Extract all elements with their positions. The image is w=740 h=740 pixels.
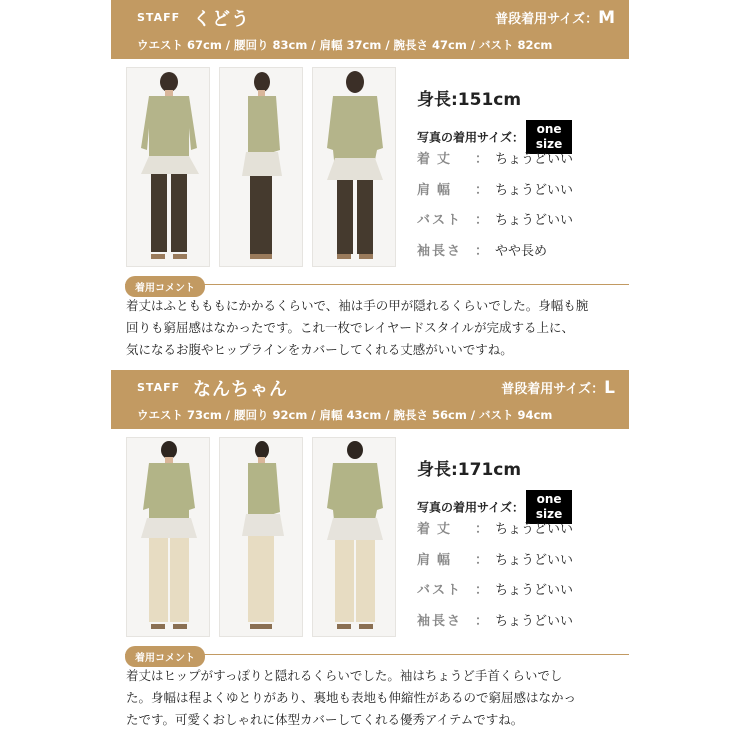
staff-name: くどう (193, 9, 250, 30)
fit-colon: ： (475, 244, 489, 259)
fit-row-sleeve (417, 610, 573, 629)
staff-section-2 (111, 370, 629, 740)
comment-tag: 着用コメント (125, 646, 205, 667)
badge-line-2: size (535, 137, 563, 151)
staff-label: STAFF (137, 11, 181, 24)
staff-height: 身長:151cm (417, 90, 522, 110)
comment-text (126, 295, 626, 361)
comment-line: 回りも窮屈感はなかったです。これ一枚でレイヤードスタイルが完成する上に、 (126, 320, 575, 335)
badge-line-2: size (535, 507, 563, 521)
comment-line: た。身幅は程よくゆとりがあり、裏地も表地も伸縮性があるので窮屈感はなかっ (126, 690, 577, 705)
staff-measurements: ウエスト 73cm / 腰回り 92cm / 肩幅 43cm / 腕長さ 56cm / バスト 94cm (137, 408, 553, 422)
staff-height: 身長:171cm (417, 460, 522, 480)
fit-value: ちょうどいい (495, 522, 574, 537)
comment-line: 着丈はふともももにかかるくらいで、袖は手の甲が隠れるくらいでした。身幅も腕 (126, 298, 589, 313)
staff-name: なんちゃん (193, 379, 288, 400)
fit-row-shoulder (417, 179, 573, 198)
model-figure-back (313, 68, 396, 267)
fit-value: ちょうどいい (495, 553, 574, 568)
comment-text (126, 665, 626, 731)
fit-key: 肩幅 (417, 183, 458, 198)
fit-key: バスト (417, 213, 463, 228)
fit-value: ちょうどいい (495, 614, 574, 629)
usual-size-value: L (604, 378, 615, 398)
fit-row-length (417, 148, 573, 167)
fit-row-length (417, 518, 573, 537)
fit-row-sleeve (417, 240, 547, 259)
model-figure-back (313, 438, 396, 637)
badge-line-1: one (536, 492, 562, 506)
model-figure-front (127, 438, 210, 637)
model-figure-side (220, 68, 303, 267)
model-photo-back (312, 67, 396, 267)
comment-line: 着丈はヒップがすっぽりと隠れるくらいでした。袖はちょうど手首くらいでし (126, 668, 563, 683)
fit-key: 袖長さ (417, 614, 463, 629)
worn-size-label: 写真の着用サイズ： (417, 500, 525, 515)
fit-value: ちょうどいい (495, 583, 574, 598)
model-figure-side (220, 438, 303, 637)
fit-key: バスト (417, 583, 463, 598)
fit-value: ちょうどいい (495, 213, 574, 228)
staff-measurements: ウエスト 67cm / 腰回り 83cm / 肩幅 37cm / 腕長さ 47cm / バスト 82cm (137, 38, 553, 52)
usual-size (501, 378, 615, 398)
fit-colon: ： (475, 213, 489, 228)
fit-colon: ： (475, 152, 489, 167)
fit-key: 袖長さ (417, 244, 463, 259)
model-photo-side (219, 437, 303, 637)
fit-key: 着丈 (417, 152, 458, 167)
fit-key: 肩幅 (417, 553, 458, 568)
staff-header (111, 370, 629, 429)
model-photo-back (312, 437, 396, 637)
fit-colon: ： (475, 583, 489, 598)
fit-colon: ： (475, 522, 489, 537)
fit-colon: ： (475, 614, 489, 629)
comment-tag: 着用コメント (125, 276, 205, 297)
fit-colon: ： (475, 183, 489, 198)
badge-line-1: one (536, 122, 562, 136)
fit-colon: ： (475, 553, 489, 568)
fit-row-bust (417, 579, 573, 598)
staff-label: STAFF (137, 381, 181, 394)
fit-value: やや長め (495, 244, 548, 259)
model-figure-front (127, 68, 210, 267)
comment-line: たです。可愛くおしゃれに体型カバーしてくれる優秀アイテムですね。 (126, 712, 524, 727)
fit-value: ちょうどいい (495, 152, 574, 167)
staff-header (111, 0, 629, 59)
model-photo-front (126, 437, 210, 637)
model-photo-side (219, 67, 303, 267)
fit-row-bust (417, 209, 573, 228)
fit-key: 着丈 (417, 522, 458, 537)
comment-line: 気になるお腹やヒップラインをカバーしてくれる丈感がいいですね。 (126, 342, 513, 357)
model-photo-front (126, 67, 210, 267)
usual-size-label: 普段着用サイズ： (495, 12, 599, 27)
staff-section-1 (111, 0, 629, 370)
usual-size (495, 8, 615, 28)
fit-value: ちょうどいい (495, 183, 574, 198)
worn-size-label: 写真の着用サイズ： (417, 130, 525, 145)
usual-size-label: 普段着用サイズ： (501, 382, 605, 397)
usual-size-value: M (598, 8, 615, 28)
fit-row-shoulder (417, 549, 573, 568)
